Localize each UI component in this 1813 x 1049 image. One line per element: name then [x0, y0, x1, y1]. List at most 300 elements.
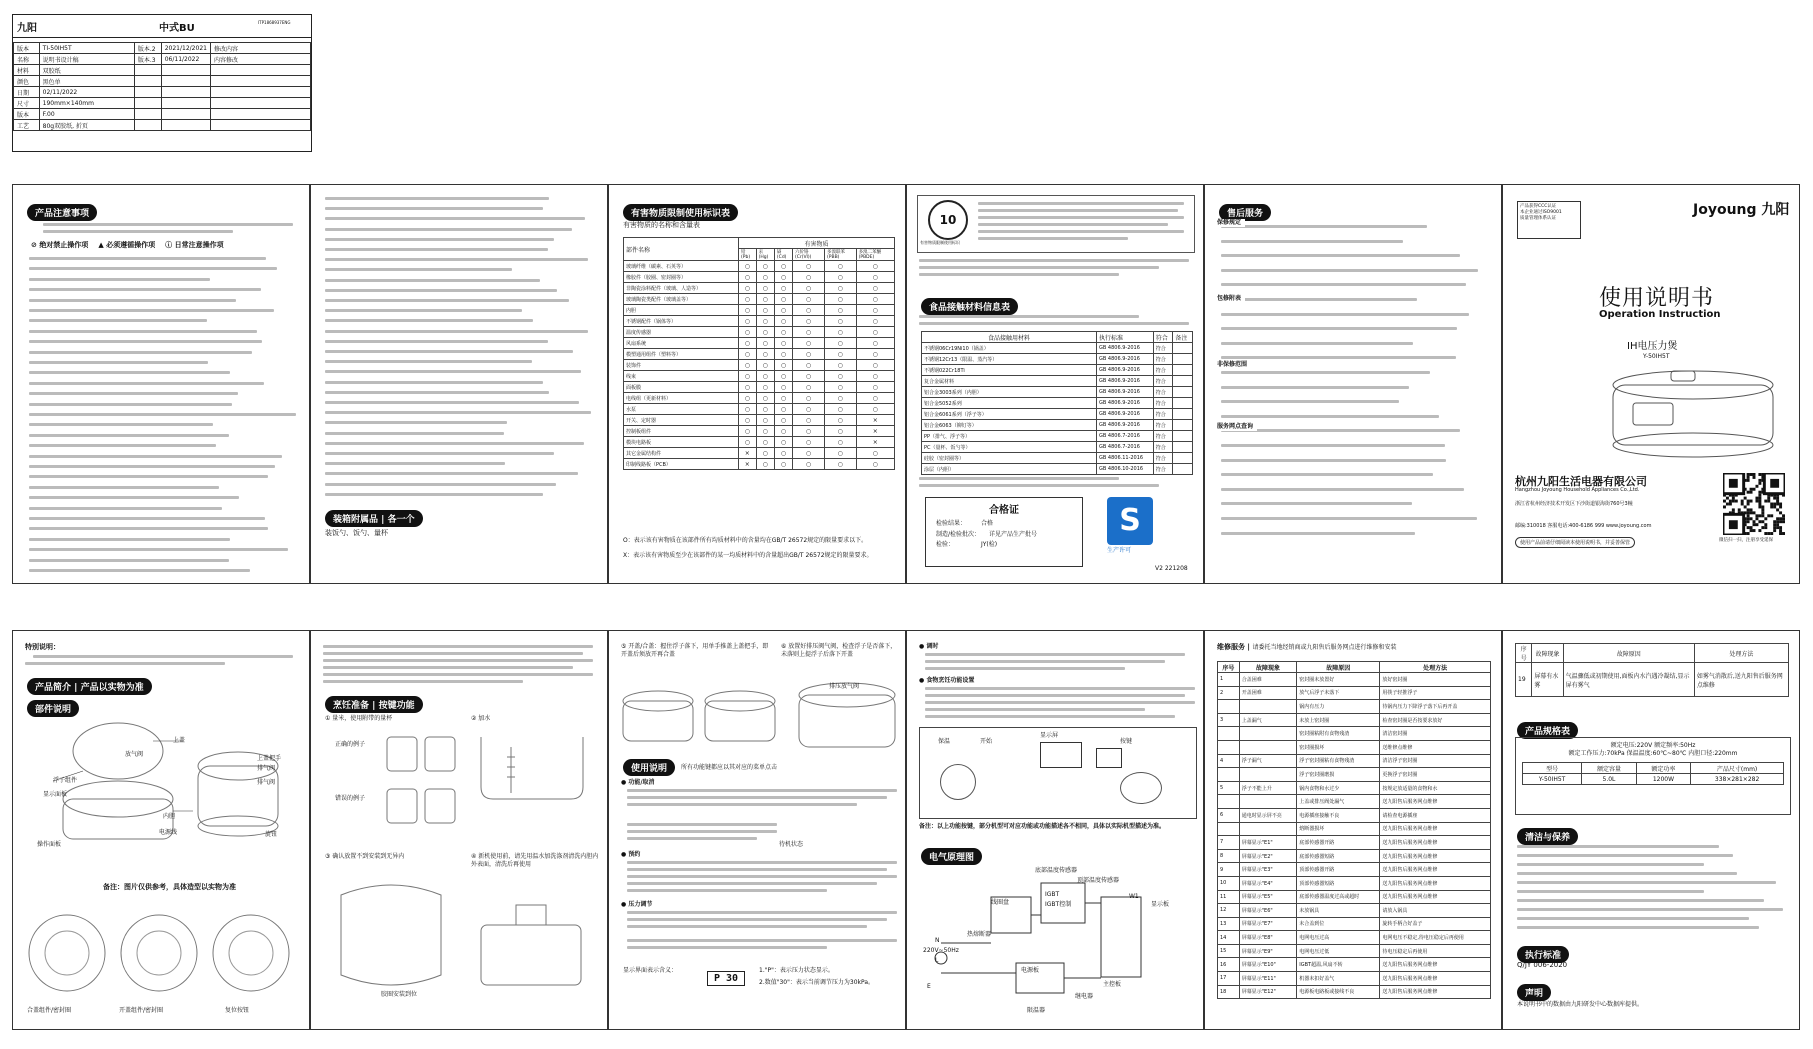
text-line — [1221, 400, 1399, 403]
label-power-board: 电源板 — [1021, 967, 1040, 974]
compliant-mark: ○ — [825, 305, 857, 316]
label-live: L — [935, 957, 939, 964]
compliant-mark: ○ — [739, 393, 757, 404]
compliant-mark: ○ — [774, 426, 792, 437]
stamp-table — [13, 42, 311, 131]
compliant-mark: ○ — [792, 415, 824, 426]
hazard-row: 温度传感器 ○ ○ ○ ○ ○ ○ — [624, 327, 895, 338]
screen-icon — [1040, 742, 1082, 768]
stamp-row — [14, 87, 311, 98]
text-line — [325, 432, 504, 435]
text-line — [1221, 415, 1439, 418]
label-button: 按键 — [1120, 738, 1133, 745]
stamp-cell — [161, 65, 210, 76]
label-lid-handle: 上盖把手 — [257, 755, 282, 762]
stamp-row — [14, 109, 311, 120]
text-line — [325, 258, 588, 261]
compliant-mark: ○ — [856, 349, 894, 360]
section-cooking-settings: ● 食物烹饪功能设置 — [919, 677, 975, 684]
measuring-diagram — [381, 727, 591, 837]
text-line — [325, 330, 588, 333]
compliant-mark: ○ — [756, 448, 774, 459]
text-line — [29, 330, 257, 333]
certificate-box: 合格证 检验结果： 合格 制造/检验批次： 详见产品生产批号 检验： JY(检) — [925, 497, 1083, 567]
function-note: 备注：以上功能按键，部分机型可对应功能或功能描述各不相同，具体以实际机型描述为准。 — [919, 823, 1166, 830]
compliant-mark: ○ — [774, 437, 792, 448]
compliant-mark: ○ — [825, 283, 857, 294]
text-line — [29, 434, 229, 437]
text-line — [29, 278, 210, 281]
compliant-mark: ○ — [774, 371, 792, 382]
compliant-mark: ○ — [792, 360, 824, 371]
label-start: 开始 — [980, 738, 993, 745]
text-line — [1517, 845, 1719, 848]
hazard-row: 橡胶件（胶圈、密封圈等） ○ ○ ○ ○ ○ ○ — [624, 272, 895, 283]
food-table: 食品接触用材料 执行标准 符合 备注 不锈钢06Cr19Ni10（锅盖） GB 4806.9-2016 符合 不锈钢12Cr13（限温、蒸汽等） GB 4806.9-2016 符合 不锈钢022Cr18Ti GB 4806.9-2016 符合 复合金属材料 GB 4806.9-2016 符合 铝合金3003系列（内胆） GB 4806.9-2016 符合 铝合金5052系列 GB 4806.9-2016 符合 铝合金6061系列（浮子等） GB 4806.9-2016 符合 铝合金6063（铆钉等） GB 4806.9-2016 符合 PP（排气、浮子等） GB 4806.7-2016 符合 PC（量杯、饭勺等） GB 4806.7-2016 符合 硅胶（密封圈等） GB 4806.11-2016 符合 涂层（内胆） GB 4806.10-2016 符合 — [921, 331, 1193, 475]
troubleshoot-row: 8 屏幕显示"E2" 底部传感器短路 送九阳售后服务网点维修 — [1218, 849, 1491, 863]
fault-header: 序号 — [1516, 644, 1532, 663]
text-line — [1221, 532, 1415, 535]
compliant-mark: ○ — [856, 327, 894, 338]
spec-pill: 产品规格表 — [1517, 722, 1578, 739]
compliant-mark: ○ — [825, 294, 857, 305]
pot-icon — [1120, 772, 1162, 804]
compliant-mark: ○ — [739, 382, 757, 393]
compliant-mark: ○ — [792, 294, 824, 305]
food-row: 铝合金6063（铆钉等） GB 4806.9-2016 符合 — [922, 420, 1193, 431]
text-line — [1221, 225, 1427, 228]
after-sales-title: 售后服务 — [1219, 204, 1271, 221]
exhaust-valve-label: 排压放气阀 — [829, 683, 860, 690]
stamp-cell — [210, 120, 310, 131]
parts-pill: 部件说明 — [27, 700, 79, 717]
stamp-cell: 材料 — [14, 65, 40, 76]
stamp-cell — [210, 109, 310, 120]
text-line — [29, 392, 238, 395]
compliant-mark: ○ — [825, 316, 857, 327]
text-line — [29, 527, 268, 530]
compliant-mark: ○ — [825, 415, 857, 426]
compliant-mark: ○ — [774, 448, 792, 459]
forbidden-icon: ⊘ — [31, 241, 37, 249]
stamp-cell — [161, 76, 210, 87]
bottom-panel-intro — [12, 630, 310, 1030]
hazard-note-1: O：表示该有害物质在该部件所有均质材料中的含量均在GB/T 26572规定的限量要求以下。 — [623, 537, 868, 544]
troubleshoot-row: 2 开盖困难 放气后浮子未落下 用筷子轻推浮子 — [1218, 686, 1491, 700]
stamp-cell — [161, 120, 210, 131]
top-panel-service — [1204, 184, 1502, 584]
troubleshoot-table — [1217, 661, 1491, 999]
hazard-row: 模块电路板 ○ ○ ○ ○ ○ × — [624, 437, 895, 448]
compliant-mark: ○ — [756, 338, 774, 349]
stamp-row — [14, 65, 311, 76]
display-note-1: 1."P"：表示压力状态显示。 — [759, 967, 834, 974]
compliant-mark: ○ — [825, 338, 857, 349]
accessories-text: 装饭勺、饭勺、量杯 — [325, 529, 388, 537]
text-line — [1517, 917, 1749, 920]
hazard-row: 控制板组件 ○ ○ ○ ○ ○ × — [624, 426, 895, 437]
text-line — [325, 319, 533, 322]
troubleshoot-row: 密封圈损坏 送维修点维修 — [1218, 740, 1491, 754]
text-line — [29, 319, 207, 322]
stamp-cell: 版本 — [14, 43, 40, 54]
troubleshoot-row: 9 屏幕显示"E3" 顶部传感器开路 送九阳售后服务网点维修 — [1218, 863, 1491, 877]
compliant-mark: ○ — [756, 283, 774, 294]
troubleshoot-header: 序号 — [1218, 662, 1240, 673]
stamp-cell: 2021/12/2021 — [161, 43, 210, 54]
image-note: 备注：图片仅供参考，具体造型以实物为准 — [103, 883, 236, 891]
text-line — [1221, 444, 1445, 447]
text-line — [1221, 240, 1403, 243]
compliant-mark: ○ — [774, 360, 792, 371]
compliant-mark: ○ — [774, 393, 792, 404]
text-line — [325, 493, 543, 496]
troubleshoot-header: 故障现象 — [1239, 662, 1297, 673]
troubleshoot-row: 13 屏幕显示"E7" 未合盖到位 旋转手柄合好盖子 — [1218, 917, 1491, 931]
prep-pill: 烹饪准备 | 按键功能 — [325, 696, 423, 713]
hazard-row: 不锈钢配件（锅体等） ○ ○ ○ ○ ○ ○ — [624, 316, 895, 327]
top-panel-safety-cont — [310, 184, 608, 584]
compliant-mark: ○ — [825, 459, 857, 470]
text-line — [29, 465, 275, 468]
compliant-mark: ○ — [756, 327, 774, 338]
compliant-mark: ○ — [792, 272, 824, 283]
compliant-mark: ○ — [739, 404, 757, 415]
compliant-mark: ○ — [792, 426, 824, 437]
hazard-col-header: 多溴二苯醚(PBDE) — [856, 249, 894, 261]
text-line — [325, 391, 549, 394]
fault-header: 故障现象 — [1532, 644, 1563, 663]
compliant-mark: ○ — [856, 371, 894, 382]
stamp-cell — [161, 87, 210, 98]
compliant-mark: ○ — [825, 327, 857, 338]
rice-correct-label: 正确的例子 — [335, 741, 366, 748]
compliant-mark: ○ — [756, 360, 774, 371]
stamp-cell: 黑色单 — [39, 76, 134, 87]
troubleshoot-row: 密封圈粘附有食物残渣 清洁密封圈 — [1218, 727, 1491, 741]
troubleshoot-row: 18 屏幕显示"E12" 电源板电路板或接线不良 送九阳售后服务网点维修 — [1218, 985, 1491, 999]
info-icon: ⓘ — [165, 241, 173, 249]
qs-license-icon: S — [1107, 497, 1153, 545]
text-line — [325, 248, 548, 251]
text-line — [1221, 517, 1477, 520]
compliant-mark: ○ — [756, 382, 774, 393]
label-screen: 显示屏 — [1040, 732, 1059, 739]
company-name-en: Hangzhou Joyoung Household Appliances Co.,Ltd. — [1515, 487, 1640, 493]
text-line — [29, 413, 296, 416]
text-line — [29, 299, 236, 302]
stamp-cell — [134, 109, 161, 120]
circuit-pill: 电气原理图 — [921, 848, 982, 865]
compliant-mark: ○ — [856, 305, 894, 316]
rice-wrong-label: 错误的例子 — [335, 795, 366, 802]
service-section-heading: 服务网点查询 — [1217, 423, 1257, 431]
legend-daily: ⓘ 日常注意操作项 — [165, 241, 224, 249]
text-line — [1221, 488, 1464, 491]
text-line — [29, 507, 222, 510]
compliant-mark: ○ — [856, 316, 894, 327]
food-row: 不锈钢12Cr13（限温、蒸汽等） GB 4806.9-2016 符合 — [922, 354, 1193, 365]
text-line — [29, 496, 239, 499]
compliant-mark: ○ — [756, 316, 774, 327]
compliant-mark: ○ — [825, 426, 857, 437]
compliant-mark: ○ — [825, 261, 857, 272]
cover-title: 使用说明书 — [1599, 286, 1715, 311]
company-name: 杭州九阳生活电器有限公司 — [1515, 475, 1647, 488]
hazard-row: 玻璃纤维（碳素、石英等） ○ ○ ○ ○ ○ ○ — [624, 261, 895, 272]
text-line — [29, 548, 288, 551]
stamp-cell — [161, 109, 210, 120]
caption-open-lid: 开盖组件/密封圈 — [119, 1007, 164, 1014]
troubleshoot-row: 4 浮子漏气 浮子密封圈粘有食物残渣 清洁浮子密封圈 — [1218, 754, 1491, 768]
hazard-col-header: 汞(Hg) — [756, 249, 774, 261]
fault-continued-table: 序号 故障现象 故障原因 处理方法 19 屏幕有水雾 气温骤低或初期使用,面板内水汽遇冷凝结,显示屏有雾气 如雾气消散后,送九阳售后服务网点维修 — [1515, 643, 1789, 697]
compliant-mark: ○ — [756, 404, 774, 415]
spec-cell: 338×281×282 — [1691, 774, 1784, 785]
text-line — [325, 279, 540, 282]
compliant-mark: ○ — [792, 316, 824, 327]
fault-header: 处理方法 — [1694, 644, 1788, 663]
text-line — [29, 423, 213, 426]
label-knob: 旋钮 — [265, 831, 278, 838]
compliant-mark: ○ — [756, 415, 774, 426]
text-line — [325, 197, 549, 200]
text-line — [325, 421, 507, 424]
spec-header: 额定功率 — [1636, 763, 1690, 774]
text-line — [325, 228, 572, 231]
food-row: PP（排气、浮子等） GB 4806.7-2016 符合 — [922, 431, 1193, 442]
emblem-caption: 有害物质限制使用标识 — [920, 240, 960, 245]
label-coil: 线圈盘 — [991, 899, 1010, 906]
text-line — [325, 462, 505, 465]
food-row: 不锈钢06Cr19Ni10（锅盖） GB 4806.9-2016 符合 — [922, 343, 1193, 354]
bottom-panel-prep — [310, 630, 608, 1030]
hazard-col-header: 镉(Cd) — [774, 249, 792, 261]
hazard-note-2: X：表示该有害物质至少在该部件的某一均质材料中的含量超出GB/T 26572规定的限量要求。 — [623, 552, 873, 559]
compliant-mark: ○ — [792, 393, 824, 404]
label-neutral: N — [935, 937, 940, 944]
text-line — [29, 538, 230, 541]
compliant-mark: ○ — [825, 393, 857, 404]
text-line — [325, 442, 584, 445]
emblem-box — [917, 195, 1195, 253]
stamp-bu: 中式BU — [159, 23, 195, 34]
troubleshoot-row: 16 屏幕显示"E10" IGBT超温,风扇不转 送九阳售后服务网点维修 — [1218, 958, 1491, 972]
accessories-pill: 装箱附属品 | 各一个 — [325, 510, 423, 527]
text-line — [1517, 890, 1704, 893]
spec-line-1: 额定电压:220V 额定频率:50Hz — [1610, 742, 1696, 749]
troubleshoot-row: 12 屏幕显示"E6" 未放锅具 请放入锅具 — [1218, 904, 1491, 918]
compliant-mark: ○ — [856, 294, 894, 305]
hazard-row: 开关、定时器 ○ ○ ○ ○ ○ × — [624, 415, 895, 426]
declaration-text: 本说明书中的数据由九阳研发中心数据库提供。 — [1517, 1001, 1644, 1008]
compliant-mark: ○ — [756, 437, 774, 448]
stamp-cell: 工艺 — [14, 120, 40, 131]
troubleshoot-header: 故障原因 — [1297, 662, 1380, 673]
hazard-row: 其它金属结构件 × ○ ○ ○ ○ ○ — [624, 448, 895, 459]
spec-cell: 5.0L — [1582, 774, 1636, 785]
display-meaning-label: 显示界面表示含义： — [623, 967, 678, 974]
compliant-mark: ○ — [756, 294, 774, 305]
label-igbt: IGBT — [1045, 891, 1060, 898]
product-name: IH电压力煲 — [1627, 341, 1678, 352]
stamp-row — [14, 120, 311, 131]
compliant-mark: ○ — [825, 382, 857, 393]
compliant-mark: ○ — [825, 360, 857, 371]
exceed-mark: × — [856, 437, 894, 448]
compliant-mark: ○ — [739, 283, 757, 294]
compliant-mark: ○ — [856, 459, 894, 470]
stamp-cell — [134, 65, 161, 76]
text-line — [325, 381, 543, 384]
text-line — [1517, 881, 1776, 884]
compliant-mark: ○ — [774, 283, 792, 294]
compliant-mark: ○ — [856, 338, 894, 349]
spec-stamp — [12, 14, 312, 152]
text-line — [29, 444, 216, 447]
bottom-panel-timing — [906, 630, 1204, 1030]
compliant-mark: ○ — [825, 272, 857, 283]
troubleshoot-row: 3 上盖漏气 未放上密封圈 检查密封圈是否按要求放好 — [1218, 713, 1491, 727]
troubleshoot-row: 1 合盖困难 密封圈未放置好 放好密封圈 — [1218, 673, 1491, 687]
compliant-mark: ○ — [792, 437, 824, 448]
text-line — [325, 309, 522, 312]
compliant-mark: ○ — [739, 437, 757, 448]
label-float: 浮子组件 — [53, 777, 78, 784]
compliant-mark: ○ — [825, 349, 857, 360]
stamp-cell — [134, 76, 161, 87]
product-model: Y-50IH5T — [1643, 353, 1670, 360]
text-line — [1221, 473, 1433, 476]
compliant-mark: ○ — [739, 415, 757, 426]
compliant-mark: ○ — [774, 327, 792, 338]
hazard-col-header: 六价铬(Cr(VI)) — [792, 249, 824, 261]
text-line — [29, 267, 277, 270]
pressure-cooker-illustration — [1593, 363, 1793, 463]
stamp-cell: 版本 — [14, 109, 40, 120]
label-fuse: 热熔断器 — [967, 931, 992, 938]
troubleshoot-row: 浮子密封圈磨损 更换浮子密封圈 — [1218, 768, 1491, 782]
stamp-cell: F.00 — [39, 109, 134, 120]
product-intro-pill: 产品简介 | 产品以实物为准 — [27, 678, 152, 695]
troubleshoot-row: 15 屏幕显示"E9" 电网电压过低 待电压稳定后再使用 — [1218, 944, 1491, 958]
stamp-cell: 80g双胶纸, 折页 — [39, 120, 134, 131]
text-line — [1221, 371, 1430, 374]
food-row: 复合金属材料 GB 4806.9-2016 符合 — [922, 376, 1193, 387]
stamp-cell — [161, 98, 210, 109]
standard-pill: 执行标准 — [1517, 946, 1569, 963]
environment-emblem-icon: 10 — [928, 200, 968, 240]
spec-header: 型号 — [1523, 763, 1582, 774]
service-section-heading: 包修附表 — [1217, 295, 1245, 303]
text-line — [1517, 908, 1783, 911]
compliant-mark: ○ — [756, 393, 774, 404]
compliant-mark: ○ — [792, 404, 824, 415]
compliant-mark: ○ — [739, 338, 757, 349]
compliant-mark: ○ — [774, 261, 792, 272]
section-function: ● 功能/取消 — [621, 779, 655, 786]
label-earth: E — [927, 983, 931, 990]
stamp-row — [14, 98, 311, 109]
text-line — [325, 483, 556, 486]
display-note-2: 2.数值"30"：表示当前调节压力为30kPa。 — [759, 979, 875, 986]
compliant-mark: ○ — [792, 371, 824, 382]
exceed-mark: × — [739, 459, 757, 470]
text-line — [325, 350, 573, 353]
bottom-panel-troubleshoot — [1204, 630, 1502, 1030]
compliant-mark: ○ — [825, 371, 857, 382]
company-address: 浙江省杭州经济技术开发区下沙街道银海街760号3幢 — [1515, 501, 1633, 507]
troubleshoot-row: 10 屏幕显示"E4" 顶部传感器短路 送九阳售后服务网点维修 — [1218, 876, 1491, 890]
compliant-mark: ○ — [774, 459, 792, 470]
text-line — [325, 207, 543, 210]
text-line — [1517, 863, 1704, 866]
compliant-mark: ○ — [856, 261, 894, 272]
text-line — [325, 268, 512, 271]
warning-icon: ▲ — [98, 241, 104, 249]
text-line — [29, 257, 266, 260]
label-relay: 继电器 — [1075, 993, 1094, 1000]
stamp-cell — [210, 76, 310, 87]
text-line — [1517, 854, 1733, 857]
text-line — [1221, 356, 1456, 359]
text-line — [29, 475, 268, 478]
special-note-title: 特别说明： — [25, 643, 60, 651]
hazard-row: 装饰件 ○ ○ ○ ○ ○ ○ — [624, 360, 895, 371]
compliant-mark: ○ — [792, 305, 824, 316]
text-line — [29, 455, 282, 458]
hazard-table: 部件名称 有害物质 铅(Pb) 汞(Hg) 镉(Cd) 六价铬(Cr(VI)) 多溴联苯(PBB) 多溴二苯醚(PBDE) 玻璃纤维（碳素、石英等） ○ ○ ○ ○ ○ ○ 橡胶件（胶圈、密封圈等） ○ ○ ○ ○ ○ ○ 非陶瓷涂料配件（玻璃、人造等） ○ ○ ○ ○ ○ ○ 玻璃陶瓷类配件（玻璃盖等） ○ ○ ○ ○ ○ ○ 内胆 ○ ○ ○ ○ ○ ○ 不锈钢配件（锅体等） ○ ○ ○ ○ ○ ○ 温度传感器 ○ ○ ○ ○ ○ ○ 风扇系统 ○ ○ ○ ○ ○ ○ 模塑通用组件（塑料等） ○ ○ ○ ○ ○ ○ 装饰件 ○ ○ ○ ○ ○ ○ 线束 ○ ○ ○ ○ ○ ○ 面板膜 ○ ○ ○ ○ ○ ○ 电线组（更新材料） ○ ○ ○ ○ ○ ○ 水泵 ○ ○ ○ ○ ○ ○ 开关、定时器 ○ ○ ○ ○ ○ × 控制板组件 ○ ○ ○ ○ ○ × 模块电路板 ○ ○ ○ ○ ○ × 其它金属结构件 × ○ ○ ○ ○ ○ 印制线路板（PCB） × ○ ○ ○ ○ ○ — [623, 237, 895, 470]
food-contact-title: 食品接触材料信息表 — [921, 298, 1018, 315]
text-line — [29, 517, 265, 520]
food-row: 铝合金5052系列 GB 4806.9-2016 符合 — [922, 398, 1193, 409]
exceed-mark: × — [739, 448, 757, 459]
stamp-cell: 颜色 — [14, 76, 40, 87]
display-readout: P 30 — [707, 971, 745, 986]
troubleshoot-row: 锅内有压力 待锅内压力下降浮子落下后再开盖 — [1218, 700, 1491, 714]
hazard-col-header: 多溴联苯(PBB) — [825, 249, 857, 261]
compliant-mark: ○ — [825, 448, 857, 459]
compliant-mark: ○ — [739, 294, 757, 305]
compliant-mark: ○ — [856, 360, 894, 371]
hazard-row: 水泵 ○ ○ ○ ○ ○ ○ — [624, 404, 895, 415]
text-line — [1221, 342, 1413, 345]
hand-icon — [940, 764, 976, 800]
label-lid: 上盖 — [173, 737, 186, 744]
usage-pill-note: 所有功能键都应以其对应的菜单点击 — [681, 763, 778, 771]
compliant-mark: ○ — [739, 371, 757, 382]
compliant-mark: ○ — [792, 261, 824, 272]
text-line — [29, 382, 264, 385]
text-line — [29, 340, 262, 343]
text-line — [325, 360, 532, 363]
top-panel-hazard — [608, 184, 906, 584]
service-line: 邮编:310018 客服电话:400-6186 999 www.joyoung.com — [1515, 523, 1652, 529]
stamp-cell — [134, 120, 161, 131]
legend-forbidden: ⊘ 绝对禁止操作项 — [31, 241, 89, 249]
qr-caption: 微信扫一扫，注册享受延保 — [1719, 538, 1773, 543]
compliant-mark: ○ — [739, 272, 757, 283]
spec-cell: 1200W — [1636, 774, 1690, 785]
troubleshoot-row: 上盖或排压阀处漏气 送九阳售后服务网点维修 — [1218, 795, 1491, 809]
step-new-machine: ④ 新机使用前，请先用温水加洗涤剂清洗内胆内外表面，清洗后再使用 — [471, 853, 599, 868]
declaration-pill: 声明 — [1517, 984, 1551, 1001]
compliant-mark: ○ — [739, 261, 757, 272]
compliant-mark: ○ — [825, 404, 857, 415]
text-line — [1221, 386, 1409, 389]
hazard-row: 玻璃陶瓷类配件（玻璃盖等） ○ ○ ○ ○ ○ ○ — [624, 294, 895, 305]
compliant-mark: ○ — [856, 393, 894, 404]
